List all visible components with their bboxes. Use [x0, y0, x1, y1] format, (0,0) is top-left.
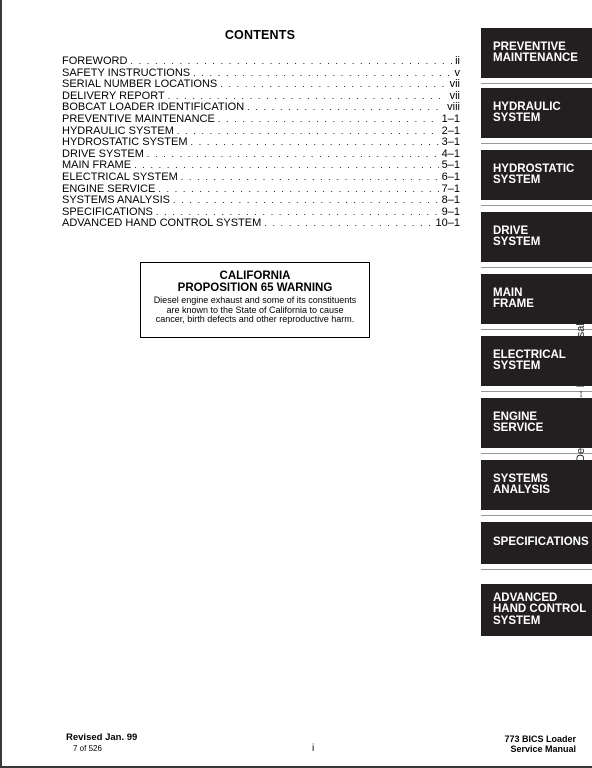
section-tab-label-line: SYSTEM [493, 174, 541, 186]
toc-dot-leader [191, 137, 439, 149]
toc-entry-page: 9–1 [441, 205, 460, 218]
toc-dot-leader [218, 114, 439, 126]
toc-entry-title: BOBCAT LOADER IDENTIFICATION [62, 101, 245, 114]
prop65-warning-box [140, 262, 370, 338]
toc-entry-title: SAFETY INSTRUCTIONS [62, 66, 191, 79]
section-tab-label [493, 350, 566, 373]
section-tab-label-line: SYSTEM [493, 360, 541, 372]
tab-divider [481, 267, 592, 268]
section-tab-label-line: SYSTEMS [493, 472, 548, 485]
toc-entry[interactable] [62, 56, 460, 68]
toc-entry-page: ii [455, 55, 460, 67]
toc-entry-title: DRIVE SYSTEM [62, 147, 144, 160]
section-tab[interactable] [481, 212, 592, 262]
section-tab[interactable] [481, 460, 592, 510]
toc-entry[interactable] [62, 172, 460, 184]
toc-entry-title: HYDRAULIC SYSTEM [62, 124, 174, 137]
toc-dot-leader [130, 56, 452, 68]
page-of-count: 7 of 526 [73, 744, 102, 753]
toc-dot-leader [147, 149, 439, 161]
toc-entry-title: FOREWORD [62, 55, 128, 67]
section-tab-label-line: PREVENTIVE [493, 40, 566, 53]
tab-divider [481, 569, 592, 570]
warning-body: Diesel engine exhaust and some of its constituents are known to the State of California to cause cancer, birth defects and other reproductive harm. [153, 295, 357, 325]
section-tab-label-line: DRIVE [493, 224, 529, 237]
toc-entry[interactable] [62, 195, 460, 207]
section-tab[interactable] [481, 584, 592, 636]
toc-entry-title: ADVANCED HAND CONTROL SYSTEM [62, 217, 262, 230]
watermark: Dealer Copy -- Not for Resale [575, 317, 587, 462]
toc-entry-page: 6–1 [441, 170, 460, 183]
section-tab-label-line: ELECTRICAL [493, 348, 566, 361]
page-number: i [312, 743, 315, 754]
toc-entry-title: SPECIFICATIONS [62, 205, 153, 218]
section-tab-label-line: MAINTENANCE [493, 52, 578, 64]
toc-entry-title: MAIN FRAME [62, 159, 132, 172]
section-tab-label-line: FRAME [493, 298, 534, 310]
section-tab[interactable] [481, 88, 592, 138]
toc-dot-leader [181, 172, 439, 184]
toc-dot-leader [134, 160, 439, 172]
section-tab-label-line: HAND CONTROL [493, 603, 587, 616]
section-tab-label-line: ENGINE [493, 410, 538, 423]
toc-entry-page: viii [447, 101, 460, 114]
toc-entry-page: v [454, 66, 460, 79]
toc-entry-page: vii [449, 78, 460, 91]
section-tab-label-line: ANALYSIS [493, 484, 551, 496]
page-border-left [0, 0, 2, 768]
section-tab[interactable] [481, 150, 592, 200]
tab-divider [481, 515, 592, 516]
tab-divider [481, 143, 592, 144]
section-tab-label-line: SYSTEM [493, 112, 541, 124]
toc-entry-title: PREVENTIVE MAINTENANCE [62, 112, 215, 125]
section-tab[interactable] [481, 522, 592, 564]
toc-entry-title: HYDROSTATIC SYSTEM [62, 136, 188, 149]
section-tab-label-line: SYSTEM [493, 614, 541, 627]
section-tab-label [493, 412, 543, 435]
toc-entry[interactable] [62, 218, 460, 230]
toc-dot-leader [193, 68, 451, 80]
toc-entry[interactable] [62, 114, 460, 126]
section-tab-label-line: HYDROSTATIC [493, 162, 575, 175]
toc-dot-leader [247, 102, 444, 114]
section-tab-label [493, 537, 589, 549]
section-tab-label [493, 593, 586, 628]
toc-dot-leader [220, 79, 446, 91]
toc-entry-title: DELIVERY REPORT [62, 89, 165, 102]
toc-dot-leader [158, 184, 438, 196]
toc-entry-page: vii [449, 89, 460, 102]
section-tab-label [493, 164, 574, 187]
toc-dot-leader [177, 126, 439, 138]
toc-dot-leader [264, 218, 432, 230]
section-tab-label [493, 226, 540, 249]
section-tab-label-line: SYSTEM [493, 236, 541, 248]
toc-entry-title: SYSTEMS ANALYSIS [62, 194, 171, 207]
toc-entry-page: 3–1 [441, 136, 460, 149]
warning-title-line1: CALIFORNIA [219, 270, 291, 282]
section-tab-label [493, 288, 534, 311]
toc-entry-page: 4–1 [441, 147, 460, 160]
manual-title-line2: Service Manual [510, 744, 576, 754]
toc-entry[interactable] [62, 137, 460, 149]
section-tab-label [493, 474, 550, 497]
toc-dot-leader [173, 195, 439, 207]
toc-entry-title: SERIAL NUMBER LOCATIONS [62, 78, 218, 91]
section-tab-label-line: SERVICE [493, 422, 544, 434]
section-tab[interactable] [481, 28, 592, 78]
section-tab-label-line: MAIN [493, 286, 523, 299]
manual-title-line1: 773 BICS Loader [504, 734, 576, 744]
toc-entry-page: 10–1 [435, 217, 460, 230]
toc-entry-page: 8–1 [441, 194, 460, 207]
warning-title-line2: PROPOSITION 65 WARNING [177, 282, 333, 294]
toc-entry-title: ENGINE SERVICE [62, 182, 156, 195]
tab-divider [481, 205, 592, 206]
toc-entry-page: 7–1 [441, 182, 460, 195]
section-tab-label-line: HYDRAULIC [493, 100, 561, 113]
toc-entry-page: 5–1 [441, 159, 460, 172]
contents-title: CONTENTS [224, 28, 296, 42]
section-tab-label-line: ADVANCED [493, 591, 558, 604]
section-tab-label [493, 42, 578, 65]
revised-date: Revised Jan. 99 [66, 732, 138, 743]
toc-entry-page: 2–1 [441, 124, 460, 137]
tab-divider [481, 83, 592, 84]
section-tab-label-line: SPECIFICATIONS [493, 536, 589, 549]
manual-title [470, 734, 576, 754]
section-tab-label [493, 102, 561, 125]
toc-entry-page: 1–1 [441, 112, 460, 125]
table-of-contents [62, 56, 460, 230]
toc-entry-title: ELECTRICAL SYSTEM [62, 170, 178, 183]
